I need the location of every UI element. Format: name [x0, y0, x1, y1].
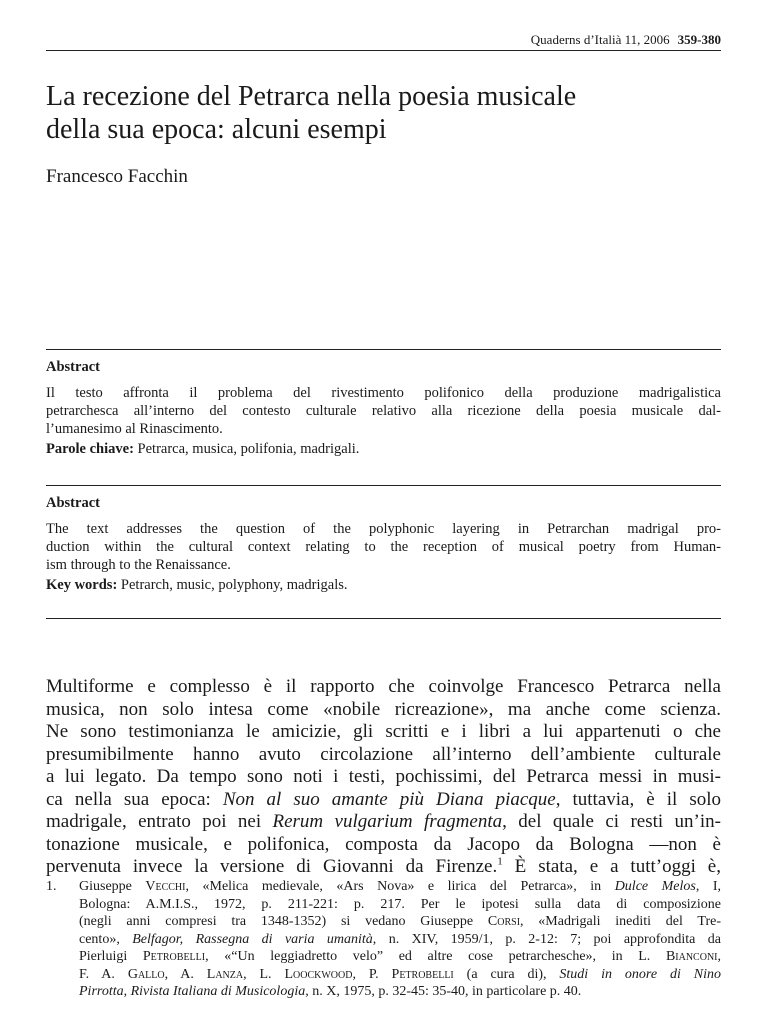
abstract-line: petrarchesca all’interno del contesto culturale relativo alla ricezione della poesia musicale dal-: [46, 403, 721, 419]
author-name: Francesco Facchin: [46, 166, 188, 187]
keywords: [46, 440, 721, 458]
abstract-rule: [46, 485, 721, 486]
body-line: presumibilmente hanno avuto circolazione all’interno dell’ambiente culturale: [46, 743, 721, 765]
title-line-2: della sua epoca: alcuni esempi: [46, 114, 387, 145]
abstract-rule: [46, 349, 721, 350]
body-line: ca nella sua epoca: Non al suo amante più Diana piacque, tuttavia, è il solo: [46, 788, 721, 810]
running-head: [531, 32, 721, 48]
abstract-line: l’umanesimo al Rinascimento.: [46, 421, 223, 437]
footnote-ref: 1: [497, 855, 503, 868]
keywords-value: Petrarca, musica, polifonia, madrigali.: [137, 441, 360, 457]
abstract-line: Il testo affronta il problema del rivestimento polifonico della produzione madrigalistica: [46, 385, 721, 401]
abstract-line: The text addresses the question of the polyphonic layering in Petrarchan madrigal pro-: [46, 521, 721, 537]
abstract-heading: Abstract: [46, 359, 100, 375]
header-rule: [46, 50, 721, 51]
journal-citation: Quaderns d’Italià 11, 2006: [530, 32, 670, 47]
work-title: Rerum vulgarium fragmenta: [272, 811, 503, 832]
keywords: [46, 576, 721, 594]
abstract-line: ism through to the Renaissance.: [46, 557, 231, 573]
abstract-english: [46, 485, 721, 594]
body-line: tonazione musicale, e polifonica, composta da Jacopo da Bologna —non è: [46, 833, 721, 855]
body-line: a lui legato. Da tempo sono noti i testi, pochissimi, del Petrarca messi in musi-: [46, 766, 721, 787]
abstract-text: [46, 384, 721, 438]
title-line-1: La recezione del Petrarca nella poesia musicale: [46, 81, 577, 112]
footnote-number: 1.: [46, 879, 57, 894]
abstract-line: duction within the cultural context relating to the reception of musical poetry from Human-: [46, 539, 721, 555]
article-title: [46, 80, 576, 146]
body-line: pervenuta invece la versione di Giovanni da Firenze.$^1$ È stata, e a tutt’oggi è,: [46, 855, 721, 877]
page-range: 359-380: [677, 32, 721, 47]
madrigal-title: Non al suo amante più Diana piacque: [222, 788, 556, 810]
keywords-label: Key words:: [46, 577, 118, 593]
keywords-label: Parole chiave:: [46, 441, 134, 457]
body-line: musica, non solo intesa come «nobile ricreazione», ma anche come scienza.: [46, 698, 721, 720]
footnote-text: Giuseppe Vecchi, «Melica medievale, «Ars Nova» e lirica del Petrarca», in Dulce Melos, I, Bologna: A.M.I.S., 1972, p. 211-221: p. 217. Per le ipotesi sulla data di composizione (negli anni compresi tra 1348-1352) si vedano Giuseppe Corsi, «Madrigali inediti del Tre- cento», Belfagor, Rassegna di varia umanità, n. XIV, 1959/1, p. 2-12: 7; poi approfondita da Pierluigi Petrobelli, «“Un leggiadretto velo” ed altre cose petrarchesche», in L. Bianconi, F. A. Gallo, A. Lanza, L. Loockwood, P. Petrobelli (a cura di), Studi in onore di Nino Pirrotta, Rivista Italiana di Musicologia, n. X, 1975, p. 32-45: 35-40, in particolare p. 40.: [79, 879, 722, 999]
abstract-text: [46, 520, 721, 574]
page: [46, 0, 721, 1024]
abstract-italian: [46, 349, 721, 458]
keywords-value: Petrarch, music, polyphony, madrigals.: [120, 577, 348, 593]
abstract-heading: Abstract: [46, 495, 100, 511]
body-paragraph: [46, 676, 721, 879]
body-line: madrigale, entrato poi nei Rerum vulgarium fragmenta, del quale ci resti un’in-: [46, 811, 721, 832]
section-rule: [46, 618, 721, 619]
body-line: Multiforme e complesso è il rapporto che coinvolge Francesco Petrarca nella: [46, 676, 721, 697]
body-line: Ne sono testimonianza le amicizie, gli scritti e i libri a lui appartenuti o che: [46, 721, 721, 742]
